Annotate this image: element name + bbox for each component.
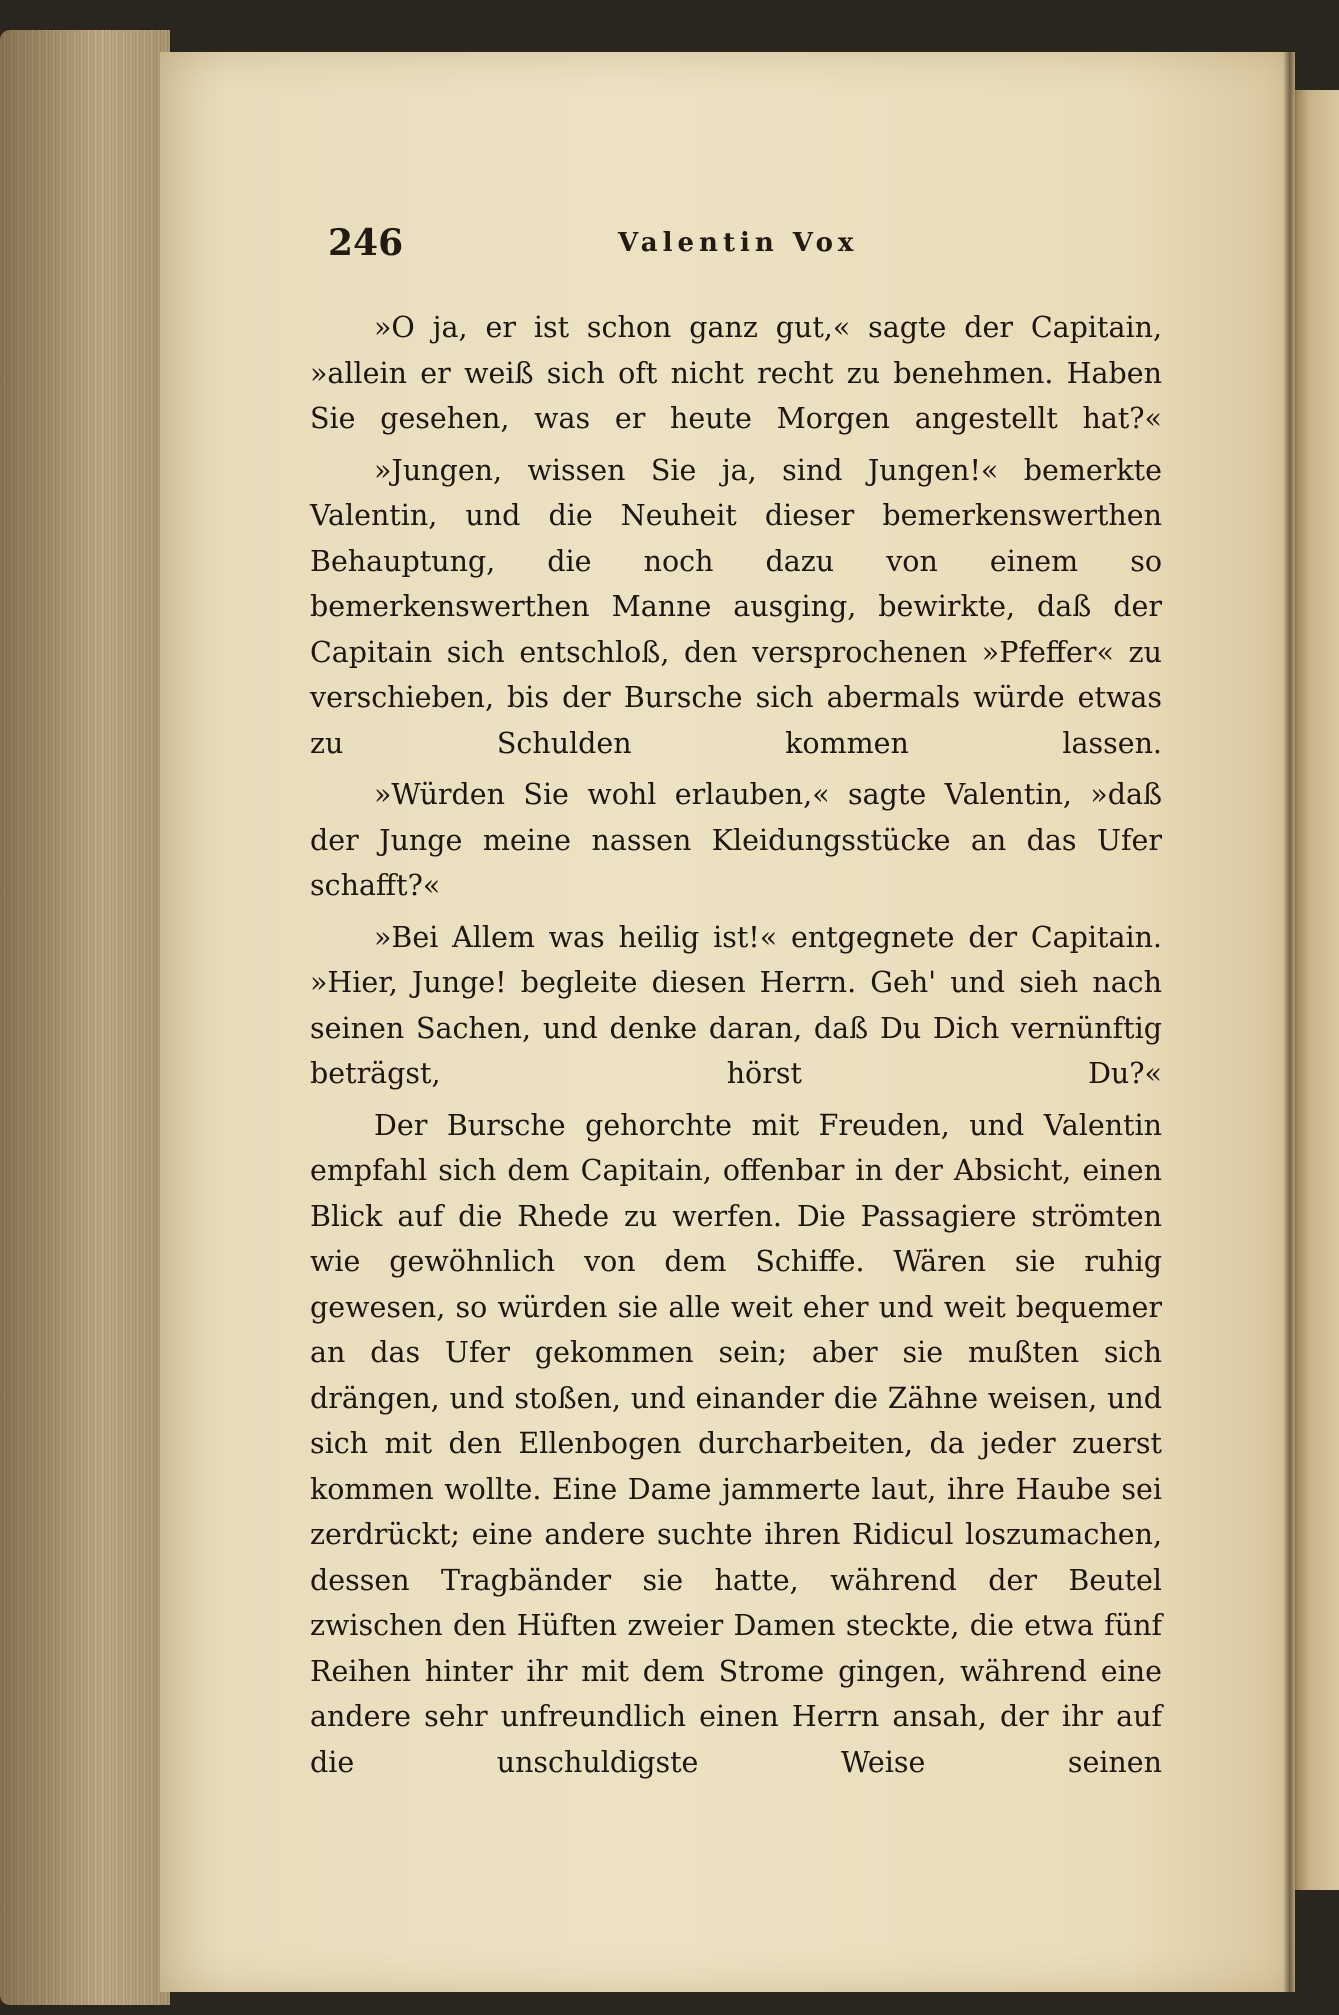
running-head: Valentin Vox [618,228,859,258]
page-header [328,222,1164,272]
spine-shadow [1283,52,1297,1992]
facing-page-sliver [1290,90,1339,1890]
page-edges-shadow [0,30,170,2005]
paragraph: »Jungen, wissen Sie ja, sind Jungen!« bemerkte Valentin, und die Neuheit dieser bemerkenswerthen Behauptung, die noch dazu von einem so bemerkenswerthen Manne ausging, bewirkte, daß der Capitain sich entschloß, den versprochenen »Pfeffer« zu verschieben, bis der Bursche sich abermals würde etwas zu Schulden kommen lassen. [310,453,1162,760]
paragraph: Der Bursche gehorchte mit Freuden, und Valentin empfahl sich dem Capitain, offenbar in der Absicht, einen Blick auf die Rhede zu werfen. Die Passagiere strömten wie gewöhnlich von dem Schiffe. Wären sie ruhig gewesen, so würden sie alle weit eher und weit bequemer an das Ufer gekommen sein; aber sie mußten sich drängen, und stoßen, und einander die Zähne weisen, und sich mit den Ellenbogen durcharbeiten, da jeder zuerst kommen wollte. Eine Dame jammerte laut, ihre Haube sei zerdrückt; eine andere suchte ihren Ridicul loszumachen, dessen Tragbänder sie hatte, während der Beutel zwischen den Hüften zweier Damen steckte, die etwa fünf Reihen hinter ihr mit dem Strome gingen, während eine andere sehr unfreundlich einen Herrn ansah, der ihr auf die unschuldigste Weise seinen [310,1108,1162,1779]
body-text [310,305,1162,1791]
paragraph: »Bei Allem was heilig ist!« entgegnete der Capitain. »Hier, Junge! begleite diesen Herrn. Geh' und sieh nach seinen Sachen, und denke daran, daß Du Dich vernünftig beträgst, hörst Du?« [310,920,1162,1090]
paragraph: »O ja, er ist schon ganz gut,« sagte der Capitain, »allein er weiß sich oft nicht recht zu benehmen. Haben Sie gesehen, was er heute Morgen angestellt hat?« [310,311,1162,435]
page-number: 246 [328,222,404,264]
paragraph: »Würden Sie wohl erlauben,« sagte Valentin, »daß der Junge meine nassen Kleidungsstücke an das Ufer schafft?« [310,778,1162,902]
